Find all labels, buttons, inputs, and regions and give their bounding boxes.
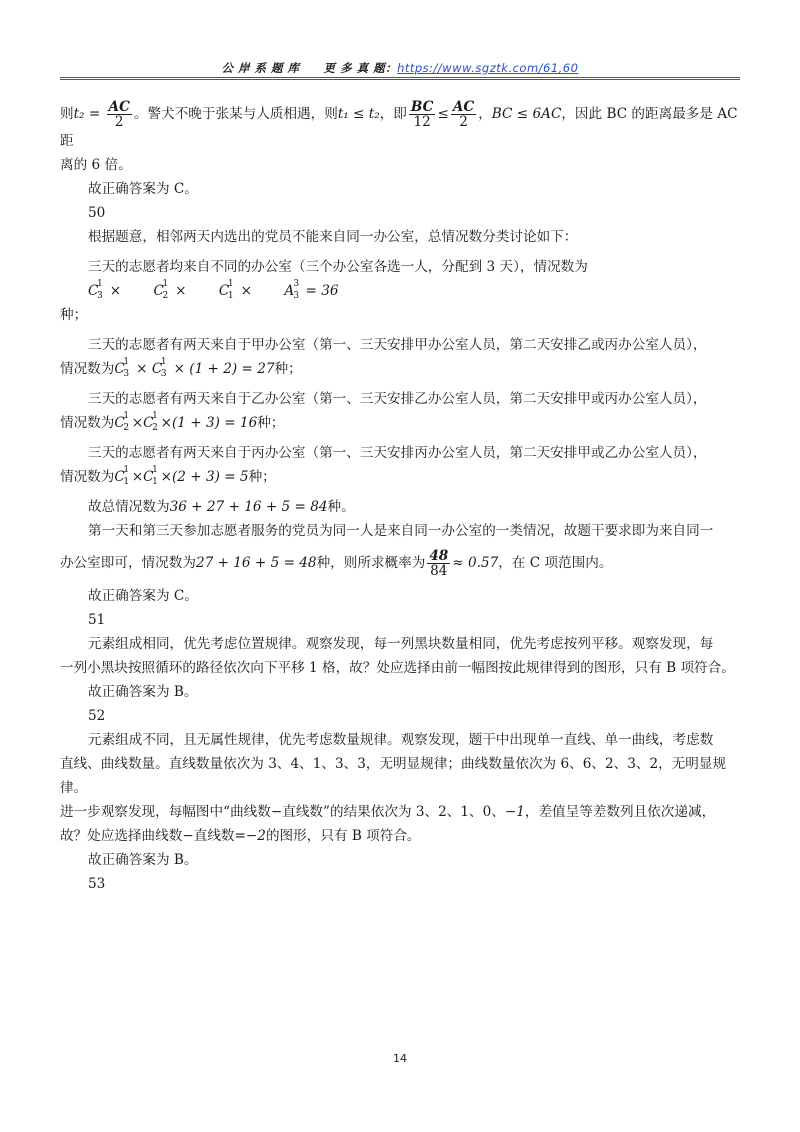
answer-line: 故正确答案为 C。 xyxy=(88,181,198,197)
question-number: 51 xyxy=(88,612,106,628)
para-50-6: 故总情况数为36 + 27 + 16 + 5 = 84种。 xyxy=(88,499,355,515)
fraction: $\frac{BC}{12}$ xyxy=(410,99,434,130)
fraction: $\frac{48}{84}$ xyxy=(429,548,449,579)
para-52-4: 故？处应选择曲线数−直线数=−2的图形，只有 B 项符合。 xyxy=(60,828,421,844)
para-50-4: 三天的志愿者有两天来自于乙办公室（第一、三天安排乙办公室人员，第二天安排甲或丙办公室人员）， xyxy=(88,391,707,407)
question-number: 53 xyxy=(88,876,106,892)
page-content xyxy=(60,100,742,896)
header-site-text: 公 岸 系 题 库 更 多 真 题： xyxy=(221,61,398,75)
para-l2: 离的 6 倍。 xyxy=(60,157,132,173)
para-50-8: 办公室即可，情况数为27 + 16 + 5 = 48种，则所求概率为 $\frac{48}{84}$ ≈ 0.57，在 C 项范围内。 xyxy=(60,548,613,579)
answer-line: 故正确答案为 C。 xyxy=(88,588,198,604)
para-50-5b: 情况数为C 1 1 ×C 1 1 ×(2 + 3) = 5种； xyxy=(60,465,276,487)
fraction: $\frac{AC}{2}$ xyxy=(108,99,130,130)
para-51-1: 元素组成相同，优先考虑位置规律。观察发现，每一列黑块数量相同，优先考虑按列平移。观察发现，每 xyxy=(88,636,714,652)
answer-line: 故正确答案为 B。 xyxy=(88,852,198,868)
page-header xyxy=(0,60,800,76)
para-50-3b: 情况数为C 1 3 × C 1 3 × (1 + 2) = 27种； xyxy=(60,357,302,379)
para-50-1: 根据题意，相邻两天内选出的党员不能来自同一办公室，总情况数分类讨论如下： xyxy=(88,229,578,245)
question-number: 52 xyxy=(88,708,106,724)
para-50-3: 三天的志愿者有两天来自于甲办公室（第一、三天安排甲办公室人员，第二天安排乙或丙办公室人员）， xyxy=(88,337,707,353)
page-number: 14 xyxy=(393,1052,407,1065)
para-50-2b: 种； xyxy=(60,307,88,323)
question-number: 50 xyxy=(88,205,106,221)
header-rule-thin xyxy=(60,79,740,80)
para-50-2: 三天的志愿者均来自不同的办公室（三个办公室各选一人，分配到 3 天），情况数为C 1 3 × C 1 2 × C 1 1 × A 3 3 = 36 xyxy=(88,259,588,301)
para-52-3: 进一步观察发现，每幅图中“曲线数−直线数”的结果依次为 3、2、1、0、−1，差值呈等差数列且依次递减， xyxy=(60,804,716,820)
para-52-1: 元素组成不同，且无属性规律，优先考虑数量规律。观察发现，题干中出现单一直线、单一曲线，考虑数 xyxy=(88,732,714,748)
para-l1: 则t₂ = $\frac{AC}{2}$ 。警犬不晚于张某与人质相遇，则t₁ ≤ t₂，即 $\frac{BC}{12}$ ≤ $\frac{AC}{2}$ ，BC ≤ 6AC，因此 BC 的距离最多是 AC 距 xyxy=(60,99,738,149)
para-50-5: 三天的志愿者有两天来自于丙办公室（第一、三天安排丙办公室人员，第二天安排甲或乙办公室人员）， xyxy=(88,445,707,461)
para-51-2: 一列小黑块按照循环的路径依次向下平移 1 格，故？处应选择由前一幅图按此规律得到的图形，只有 B 项符合。 xyxy=(60,660,735,676)
answer-line: 故正确答案为 B。 xyxy=(88,684,198,700)
header-rule xyxy=(60,77,740,78)
para-50-7: 第一天和第三天参加志愿者服务的党员为同一人是来自同一办公室的一类情况，故题干要求即为来自同一 xyxy=(88,523,714,539)
header-link[interactable]: https://www.sgztk.com/61,60 xyxy=(397,61,579,75)
para-52-2: 直线、曲线数量。直线数量依次为 3、4、1、3、3，无明显规律；曲线数量依次为 6、6、2、3、2，无明显规律。 xyxy=(60,756,727,796)
fraction: $\frac{AC}{2}$ xyxy=(452,99,475,130)
para-50-4b: 情况数为C 1 2 ×C 1 2 ×(1 + 3) = 16种； xyxy=(60,411,285,433)
